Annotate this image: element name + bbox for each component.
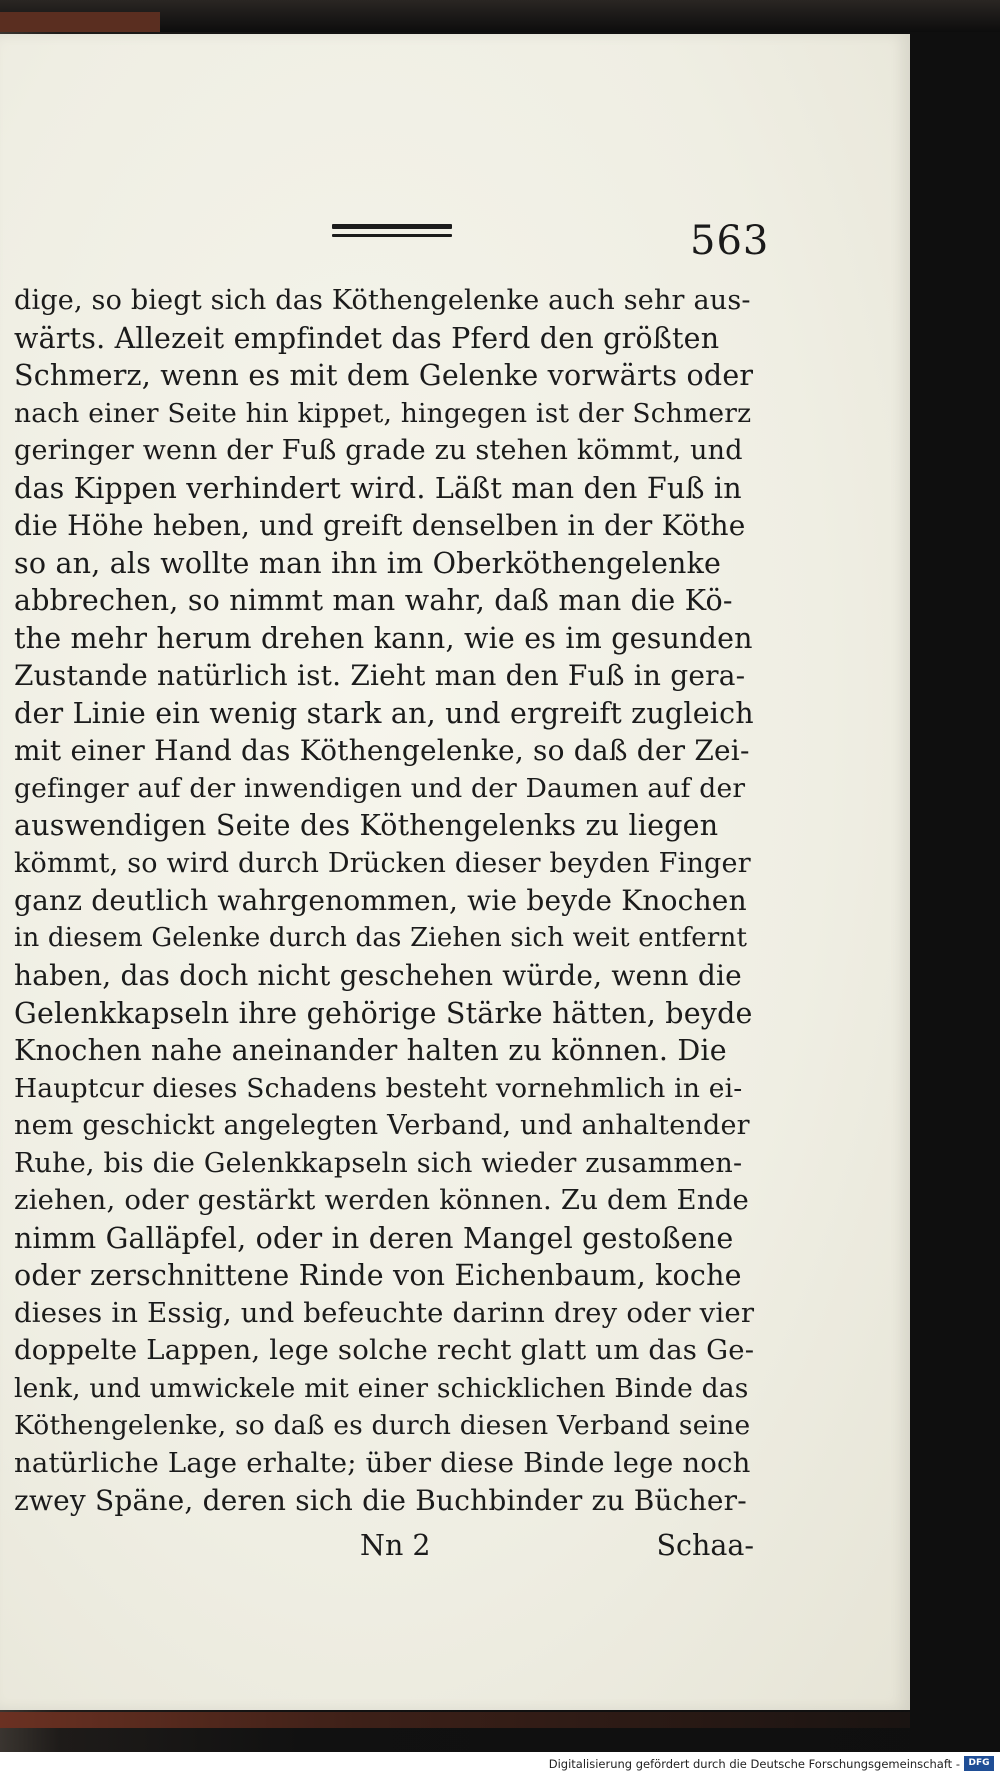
text-line: oder zerschnittene Rinde von Eichenbaum, koche [14,1259,742,1292]
header-rule-thin [332,234,452,237]
page-number: 563 [690,218,770,264]
text-line: Köthengelenke, so daß es durch diesen Verband seine [14,1410,751,1441]
text-line: die Höhe heben, und greift denselben in der Köthe [14,509,746,542]
text-line: nimm Galläpfel, oder in deren Mangel gestoßene [14,1221,734,1255]
dfg-logo: DFG [964,1756,994,1771]
text-line: gefinger auf der inwendigen und der Daumen auf der [14,772,746,804]
signature-mark: Nn 2 [360,1529,431,1562]
text-line: nem geschickt angelegten Verband, und anhaltender [14,1110,750,1141]
text-line: in diesem Gelenke durch das Ziehen sich weit entfernt [14,922,748,953]
text-line: zwey Späne, deren sich die Buchbinder zu Bücher- [14,1484,747,1517]
text-line: dieses in Essig, und befeuchte darinn drey oder vier [14,1296,755,1329]
top-scan-edge [0,0,1000,32]
text-line: natürliche Lage erhalte; über diese Binde lege noch [14,1446,751,1479]
text-line: Zustande natürlich ist. Zieht man den Fuß in gera- [14,659,746,692]
text-line: doppelte Lappen, lege solche recht glatt um das Ge- [14,1334,755,1366]
text-line: Ruhe, bis die Gelenkkapseln sich wieder zusammen- [14,1147,743,1179]
text-line: das Kippen verhindert wird. Läßt man den Fuß in [14,471,742,505]
page-footer-row [14,1529,754,1569]
binding-edge [0,12,160,32]
text-line: nach einer Seite hin kippet, hingegen ist der Schmerz [14,397,752,429]
header-rule [332,224,452,229]
text-line: lenk, und umwickele mit einer schicklichen Binde das [14,1372,749,1404]
text-line: der Linie ein wenig stark an, und ergreift zugleich [14,696,754,730]
bottom-scan-edge [0,1712,910,1728]
text-line: so an, als wollte man ihn im Oberköthengelenke [14,546,722,580]
catchword: Schaa- [656,1529,754,1562]
text-line: dige, so biegt sich das Köthengelenke auch sehr aus- [14,285,751,316]
text-line: Gelenkkapseln ihre gehörige Stärke hätten, beyde [14,996,753,1030]
book-page [0,34,910,1710]
text-line: kömmt, so wird durch Drücken dieser beyden Finger [14,847,751,879]
text-line: haben, das doch nicht geschehen würde, wenn die [14,959,742,992]
text-line: geringer wenn der Fuß grade zu stehen kömmt, und [14,435,743,466]
digitization-footer [0,1752,1000,1779]
text-line: the mehr herum drehen kann, wie es im gesunden [14,621,753,655]
text-line: Knochen nahe aneinander halten zu können. Die [14,1034,727,1067]
text-line: ganz deutlich wahrgenommen, wie beyde Knochen [14,884,747,917]
funding-credit: Digitalisierung gefördert durch die Deutsche Forschungsgemeinschaft - [548,1757,960,1771]
text-line: mit einer Hand das Köthengelenke, so daß der Zei- [14,734,750,767]
text-line: Hauptcur dieses Schadens besteht vornehmlich in ei- [14,1072,743,1104]
text-line: auswendigen Seite des Köthengelenks zu liegen [14,809,719,842]
text-line: wärts. Allezeit empfindet das Pferd den größten [14,321,720,355]
text-line: Schmerz, wenn es mit dem Gelenke vorwärts oder [14,359,754,392]
text-line: ziehen, oder gestärkt werden können. Zu dem Ende [14,1184,750,1216]
text-body [14,282,754,1520]
text-line: abbrechen, so nimmt man wahr, daß man die Kö- [14,584,733,617]
